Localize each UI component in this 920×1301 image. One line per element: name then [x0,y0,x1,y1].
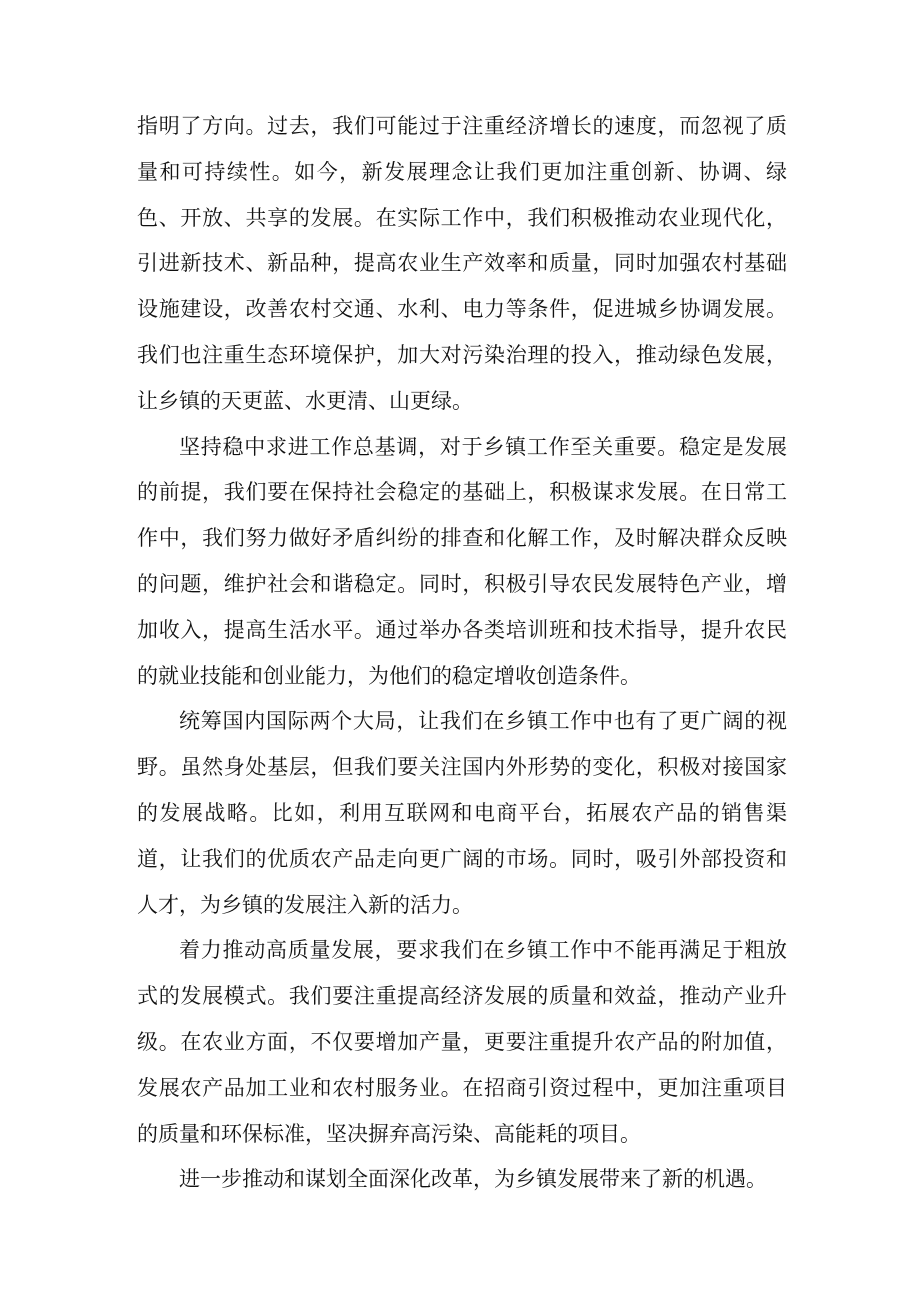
paragraph-3: 统筹国内国际两个大局，让我们在乡镇工作中也有了更广阔的视野。虽然身处基层，但我们要关注国内外形势的变化，积极对接国家的发展战略。比如，利用互联网和电商平台，拓展农产品的销售渠道，让我们的优质农产品走向更广阔的市场。同时，吸引外部投资和人才，为乡镇的发展注入新的活力。 [137,709,787,917]
paragraph-5: 进一步推动和谋划全面深化改革，为乡镇发展带来了新的机遇。 [179,1167,767,1192]
paragraph-2: 坚持稳中求进工作总基调，对于乡镇工作至关重要。稳定是发展的前提，我们要在保持社会稳定的基础上，积极谋求发展。在日常工作中，我们努力做好矛盾纠纷的排查和化解工作，及时解决群众反映的问题，维护社会和谐稳定。同时，积极引导农民发展特色产业，增加收入，提高生活水平。通过举办各类培训班和技术指导，提升农民的就业技能和创业能力，为他们的稳定增收创造条件。 [137,434,787,688]
paragraph-1: 指明了方向。过去，我们可能过于注重经济增长的速度，而忽视了质量和可持续性。如今，新发展理念让我们更加注重创新、协调、绿色、开放、共享的发展。在实际工作中，我们积极推动农业现代化，引进新技术、新品种，提高农业生产效率和质量，同时加强农村基础设施建设，改善农村交通、水利、电力等条件，促进城乡协调发展。我们也注重生态环境保护，加大对污染治理的投入，推动绿色发展，让乡镇的天更蓝、水更清、山更绿。 [137,114,787,413]
paragraph-4: 着力推动高质量发展，要求我们在乡镇工作中不能再满足于粗放式的发展模式。我们要注重提高经济发展的质量和效益，推动产业升级。在农业方面，不仅要增加产量，更要注重提升农产品的附加值，发展农产品加工业和农村服务业。在招商引资过程中，更加注重项目的质量和环保标准，坚决摒弃高污染、高能耗的项目。 [137,938,787,1146]
document-body [137,104,787,1203]
